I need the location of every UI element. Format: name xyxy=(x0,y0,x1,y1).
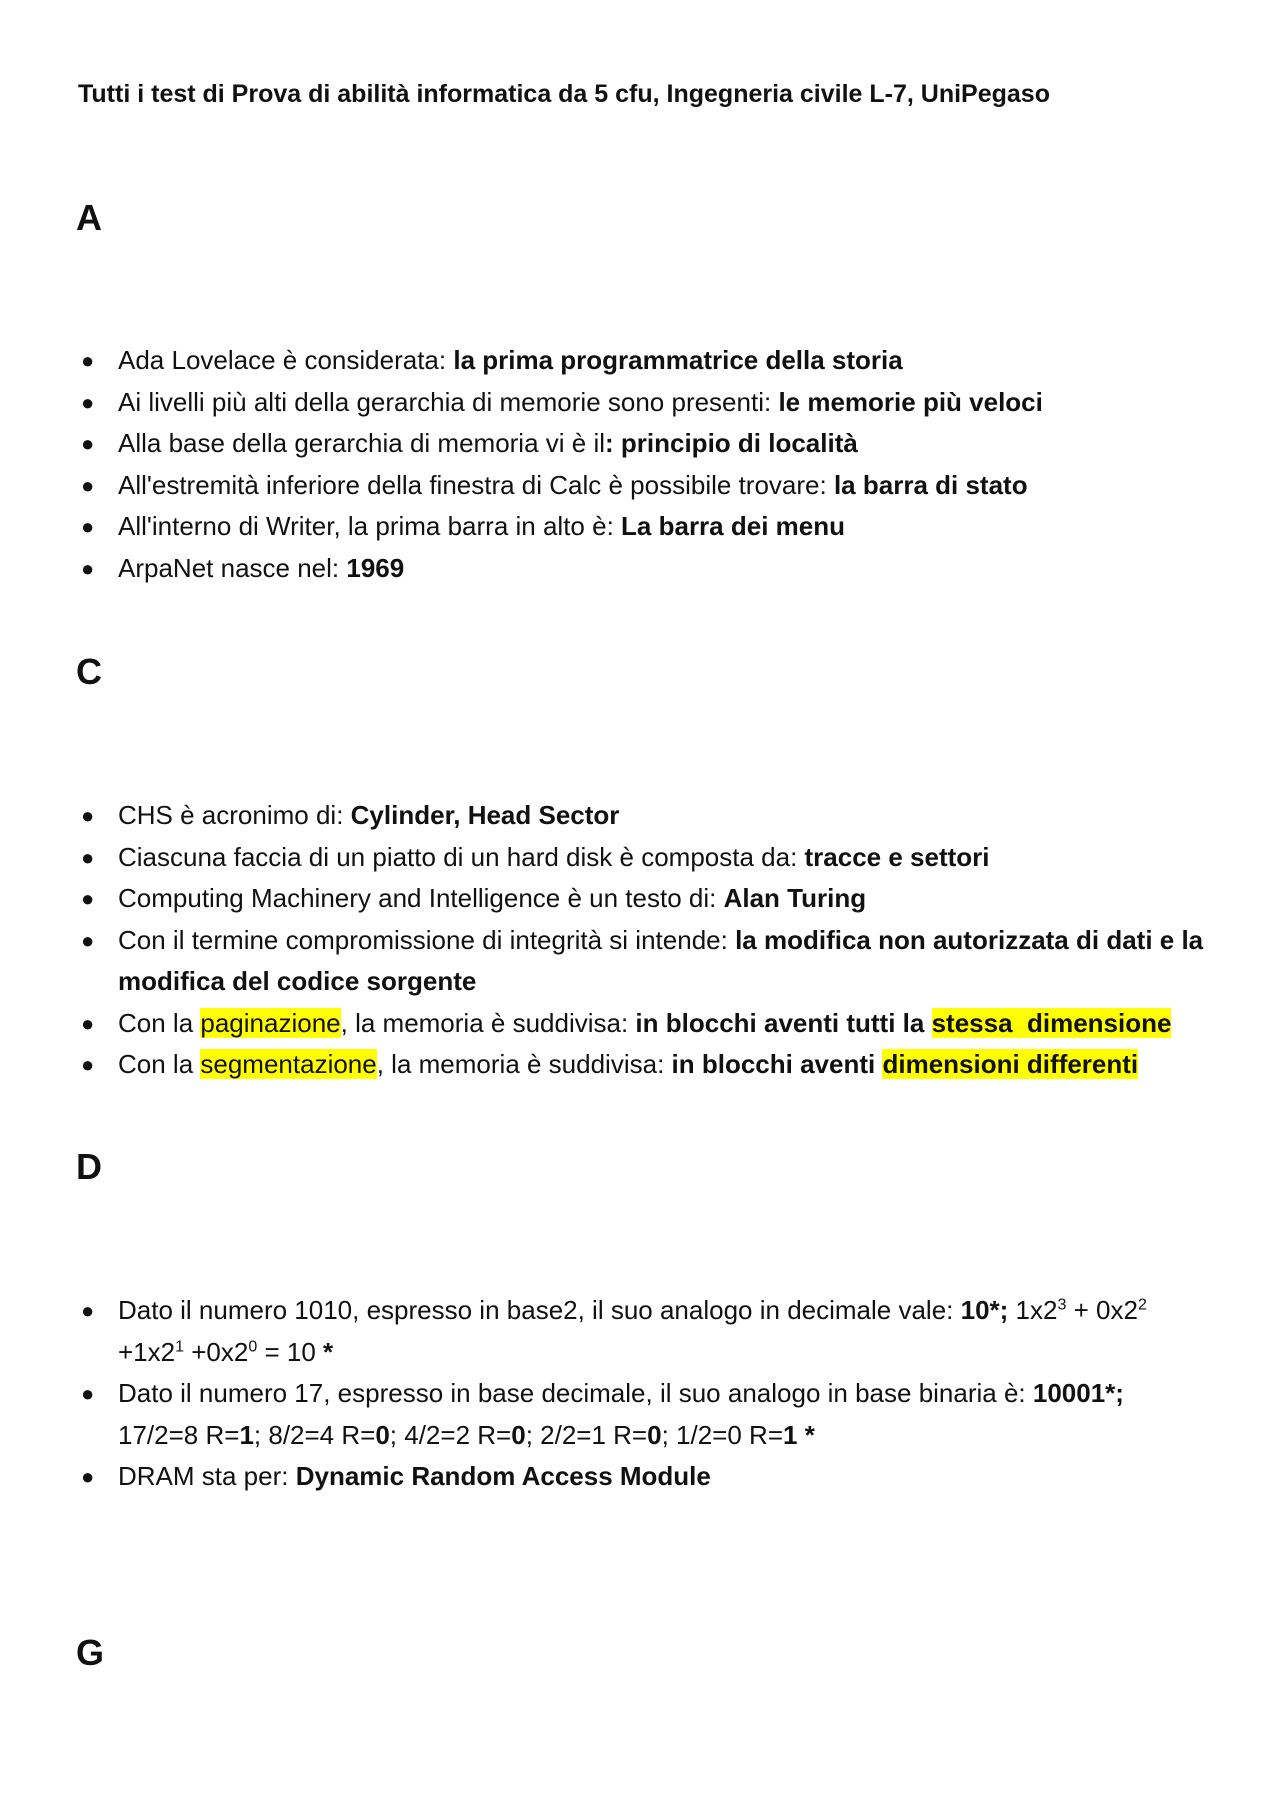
section-letter-c: C xyxy=(76,651,102,692)
list-item: ● Ciascuna faccia di un piatto di un hard disk è composta da: tracce e settori xyxy=(78,837,1218,879)
bullet-icon: ● xyxy=(81,886,95,911)
list-item: ● Alla base della gerarchia di memoria vi è il: principio di località xyxy=(78,423,1218,465)
list-item: ● Con la paginazione, la memoria è suddivisa: in blocchi aventi tutti la stessa dimensione xyxy=(78,1003,1218,1045)
bullet-icon: ● xyxy=(81,803,95,828)
highlight: dimensioni differenti xyxy=(882,1049,1139,1079)
bullet-icon: ● xyxy=(81,431,95,456)
section-d-list xyxy=(78,1290,1218,1498)
list-item: ● Computing Machinery and Intelligence è un testo di: Alan Turing xyxy=(78,878,1218,920)
section-letter-a: A xyxy=(76,197,102,238)
highlight: segmentazione xyxy=(200,1049,377,1079)
highlight: paginazione xyxy=(200,1007,341,1038)
bullet-icon: ● xyxy=(81,389,95,415)
list-item: ● All'estremità inferiore della finestra di Calc è possibile trovare: la barra di stato xyxy=(78,465,1218,507)
highlight: stessa dimensione xyxy=(931,1007,1172,1038)
bullet-icon: ● xyxy=(81,1464,95,1489)
bullet-icon: ● xyxy=(81,555,95,581)
list-item: ● ArpaNet nasce nel: 1969 xyxy=(78,548,1218,590)
list-item: ● Dato il numero 17, espresso in base decimale, il suo analogo in base binaria è: 10001*; 17/2=8 R=1; 8/2=4 R=0; 4/2=2 R=0; 2/2=1 R=0; 1/2=0 R=1 * xyxy=(78,1373,1218,1456)
section-a-list xyxy=(78,340,1218,589)
list-item: ● Con il termine compromissione di integrità si intende: la modifica non autorizzata di dati e la modifica del codice sorgente xyxy=(78,920,1218,1003)
bullet-icon: ● xyxy=(81,1381,95,1406)
section-c-list xyxy=(78,795,1218,1086)
section-letter-g: G xyxy=(76,1632,105,1673)
bullet-icon: ● xyxy=(81,472,95,498)
list-item: ● Ada Lovelace è considerata: la prima programmatrice della storia xyxy=(78,340,1218,382)
list-item: ● Dato il numero 1010, espresso in base2, il suo analogo in decimale vale: 10*; $1x2^3 + 0x2^2 +1x2^1 +0x2^0 = 10$ * xyxy=(78,1290,1218,1373)
bullet-icon: ● xyxy=(81,844,95,870)
list-item: ● CHS è acronimo di: Cylinder, Head Sector xyxy=(78,795,1218,837)
bullet-icon: ● xyxy=(81,927,95,953)
bullet-icon: ● xyxy=(81,514,95,539)
list-item: ● Con la segmentazione, la memoria è suddivisa: in blocchi aventi dimensioni differenti xyxy=(78,1044,1218,1086)
list-item: ● All'interno di Writer, la prima barra in alto è: La barra dei menu xyxy=(78,506,1218,548)
list-item: ● Ai livelli più alti della gerarchia di memorie sono presenti: le memorie più veloci xyxy=(78,382,1218,424)
bullet-icon: ● xyxy=(81,1052,95,1077)
document-title: Tutti i test di Prova di abilità informatica da 5 cfu, Ingegneria civile L-7, UniPegaso xyxy=(78,80,1050,108)
bullet-icon: ● xyxy=(81,1010,95,1036)
section-letter-d: D xyxy=(76,1146,102,1187)
bullet-icon: ● xyxy=(81,348,95,373)
list-item: ● DRAM sta per: Dynamic Random Access Module xyxy=(78,1456,1218,1498)
bullet-icon: ● xyxy=(81,1298,95,1323)
